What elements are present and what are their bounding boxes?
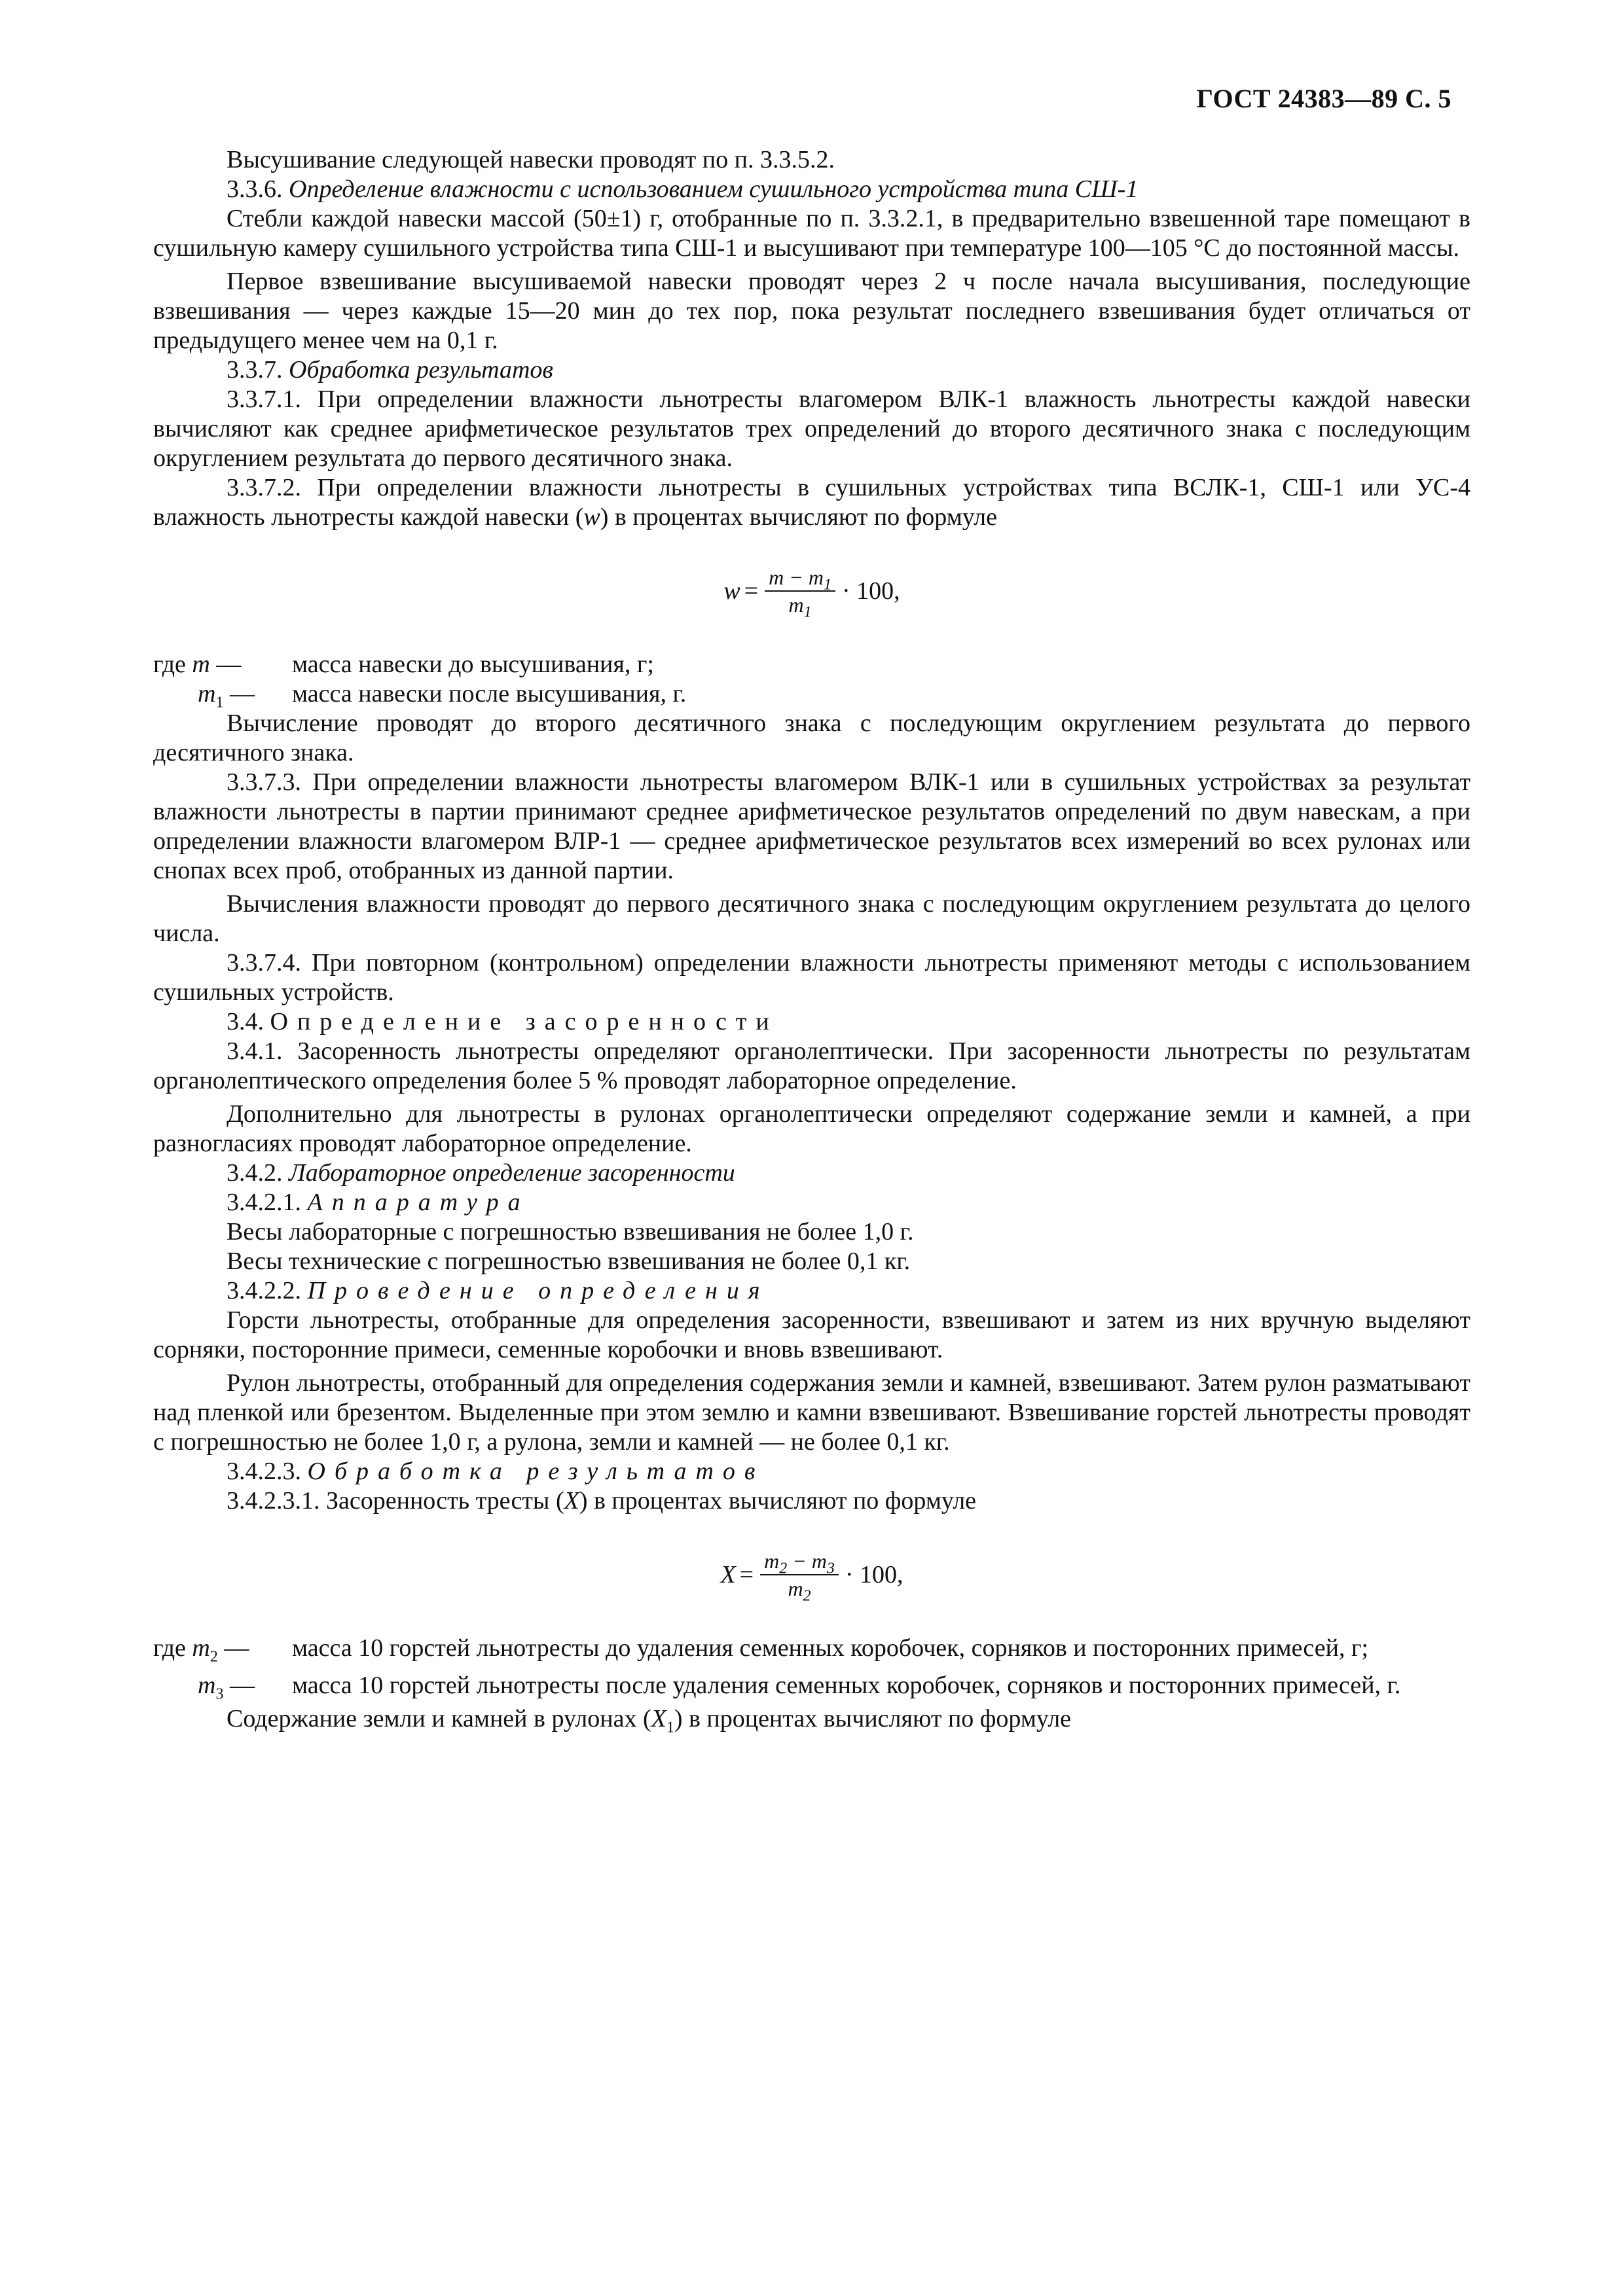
section-number: 3.3.7.: [227, 356, 283, 384]
legend-symbol: [153, 679, 292, 709]
formula-numerator: [765, 564, 835, 594]
formula-tail: · 100,: [841, 577, 900, 605]
section-title: Обработка результатов: [289, 356, 553, 384]
legend-symbol: [153, 1663, 292, 1703]
var-m: m: [788, 1577, 803, 1600]
paragraph: Высушивание следующей навески проводят по п. 3.3.5.2.: [227, 146, 835, 173]
section-number: 3.4.2.: [227, 1159, 283, 1187]
paragraph: Горсти льнотресты, отобранные для определения засоренности, взвешивают и затем из них вручную выделяют сорняки, посторонние примеси, семенные коробочки и вновь взвешивают.: [153, 1306, 1470, 1363]
legend-definition: масса навески до высушивания, г;: [292, 651, 654, 678]
subscript: 1: [823, 576, 831, 594]
formula-fraction: [765, 564, 835, 621]
legend-definition: масса 10 горстей льнотресты до удаления семенных коробочек, сорняков и посторонних примесей, г;: [292, 1634, 1369, 1662]
var-m: m: [808, 565, 824, 589]
paragraph: [153, 1486, 1470, 1516]
where-prefix: где: [153, 1634, 192, 1662]
paragraph: Весы лабораторные с погрешностью взвешивания не более 1,0 г.: [227, 1218, 914, 1246]
operator: −: [787, 1549, 812, 1573]
formula-legend: [153, 1634, 1470, 1703]
formula-denominator: [788, 1575, 811, 1605]
operator: −: [784, 565, 809, 589]
variable: X: [651, 1705, 666, 1732]
symbol: m: [192, 651, 210, 678]
page-header: ГОСТ 24383—89 С. 5: [1196, 84, 1451, 113]
formula-equals: =: [739, 1560, 754, 1588]
paragraph-text: Содержание земли и камней в рулонах (: [227, 1705, 651, 1732]
formula-denominator: [788, 592, 812, 621]
section-number: 3.4.2.3.: [227, 1458, 301, 1485]
subscript: 3: [826, 1560, 835, 1577]
formula-fraction: [760, 1548, 839, 1605]
section-number: 3.4.: [227, 1008, 264, 1035]
where-prefix: где: [153, 651, 192, 678]
paragraph: Дополнительно для льнотресты в рулонах органолептически определяют содержание земли и камней, а при разногласиях проводят лабораторное определение.: [153, 1100, 1470, 1157]
formula-contamination: [153, 1535, 1470, 1614]
paragraph: 3.3.7.3. При определении влажности льнотресты влагомером ВЛК-1 или в сушильных устройствах за результат влажности льнотресты в партии принимают среднее арифметическое результатов определений по двум навескам, а при определении влажности влагомером ВЛР-1 — среднее арифметическое результатов всех измерений во всех рулонах или снопах всех проб, отобранных из данной партии.: [153, 768, 1470, 884]
section-number: 3.4.2.2.: [227, 1277, 301, 1304]
subscript: 1: [215, 694, 224, 711]
symbol: m: [192, 1634, 210, 1662]
section-title: Проведение определения: [307, 1277, 769, 1304]
var-m: m: [764, 1549, 780, 1573]
variable: X: [564, 1487, 579, 1515]
paragraph: [153, 1704, 1470, 1734]
symbol: m: [198, 680, 216, 708]
dash: —: [223, 1672, 255, 1699]
subscript: 2: [779, 1560, 788, 1577]
formula-equals: =: [744, 577, 759, 605]
paragraph-text: ) в процентах вычисляют по формуле: [579, 1487, 977, 1515]
paragraph-text: ) в процентах вычисляют по формуле: [674, 1705, 1072, 1732]
paragraph: Первое взвешивание высушиваемой навески проводят через 2 ч после начала высушивания, последующие взвешивания — через каждые 15—20 мин до тех пор, пока результат последнего взвешивания будет отличаться от предыдущего менее чем на 0,1 г.: [153, 268, 1470, 354]
section-heading-3-4-2-1: [153, 1188, 1470, 1217]
var-m: m: [769, 565, 784, 589]
paragraph-text: ) в процентах вычисляют по формуле: [600, 503, 997, 531]
variable: w: [583, 503, 600, 531]
section-title: Обработка результатов: [307, 1458, 765, 1485]
section-number: 3.3.6.: [227, 175, 283, 203]
legend-definition: масса 10 горстей льнотресты после удаления семенных коробочек, сорняков и посторонних примесей, г.: [292, 1672, 1401, 1699]
subscript: 1: [666, 1719, 674, 1736]
section-heading-3-4-2-3: [153, 1457, 1470, 1486]
formula-lhs: w: [723, 577, 740, 605]
section-number: 3.4.2.1.: [227, 1189, 301, 1216]
section-title: Определение засоренности: [270, 1008, 778, 1035]
paragraph: Стебли каждой навески массой (50±1) г, отобранные по п. 3.3.2.1, в предварительно взвешенной таре помещают в сушильную камеру сушильного устройства типа СШ-1 и высушивают при температуре 100—105 °С до постоянной массы.: [153, 205, 1470, 262]
paragraph: 3.3.7.4. При повторном (контрольном) определении влажности льнотресты применяют методы с использованием сушильных устройств.: [153, 949, 1470, 1006]
section-heading-3-4-2-2: [153, 1276, 1470, 1306]
section-heading-3-3-7: [153, 355, 1470, 385]
legend-symbol: [153, 650, 292, 679]
symbol: m: [198, 1672, 216, 1699]
subscript: 3: [215, 1685, 224, 1703]
legend-symbol: [153, 1634, 292, 1666]
formula-tail: · 100,: [845, 1560, 903, 1588]
var-m: m: [811, 1549, 827, 1573]
subscript: 2: [803, 1587, 811, 1605]
legend-definition: масса навески после высушивания, г.: [292, 680, 687, 708]
paragraph: [153, 473, 1470, 532]
formula-legend: [153, 650, 1470, 709]
var-m: m: [788, 593, 804, 617]
paragraph: Вычисления влажности проводят до первого десятичного знака с последующим округлением результата до целого числа.: [153, 890, 1470, 947]
paragraph-text: 3.4.2.3.1. Засоренность тресты (: [227, 1487, 564, 1515]
section-heading-3-4: [153, 1007, 1470, 1037]
section-heading-3-4-2: [153, 1158, 1470, 1188]
paragraph: Весы технические с погрешностью взвешивания не более 0,1 кг.: [227, 1247, 911, 1275]
section-title: Аппаратура: [307, 1189, 530, 1216]
paragraph: 3.3.7.1. При определении влажности льнотресты влагомером ВЛК-1 влажность льнотресты каждой навески вычисляют как среднее арифметическое результатов трех определений до второго десятичного знака с последующим округлением результата до первого десятичного знака.: [153, 386, 1470, 472]
paragraph: 3.4.1. Засоренность льнотресты определяют органолептически. При засоренности льнотресты по результатам органолептического определения более 5 % проводят лабораторное определение.: [153, 1037, 1470, 1094]
paragraph: Вычисление проводят до второго десятичного знака с последующим округлением результата до первого десятичного знака.: [153, 709, 1470, 766]
formula-moisture: [153, 552, 1470, 630]
dash: —: [223, 680, 255, 708]
formula-numerator: [760, 1548, 839, 1577]
dash: —: [210, 651, 242, 678]
document-body: [153, 145, 1470, 1734]
subscript: 1: [803, 603, 812, 621]
paragraph-text: 3.3.7.2. При определении влажности льнотресты в сушильных устройствах типа ВСЛК-1, СШ-1 или УС-4 влажность льнотресты каждой навески (: [153, 474, 1470, 531]
dash: —: [217, 1634, 249, 1662]
formula-lhs: X: [720, 1560, 736, 1588]
paragraph: Рулон льнотресты, отобранный для определения содержания земли и камней, взвешивают. Затем рулон разматывают над пленкой или брезентом. Выделенные при этом землю и камни взвешивают. Взвешивание горстей льнотресты проводят с погрешностью не более 1,0 г, а рулона, земли и камней — не более 0,1 кг.: [153, 1369, 1470, 1456]
section-heading-3-3-6: [153, 175, 1470, 204]
section-title: Определение влажности с использованием сушильного устройства типа СШ-1: [289, 175, 1139, 203]
section-title: Лабораторное определение засоренности: [289, 1159, 735, 1187]
subscript: 2: [210, 1648, 218, 1666]
